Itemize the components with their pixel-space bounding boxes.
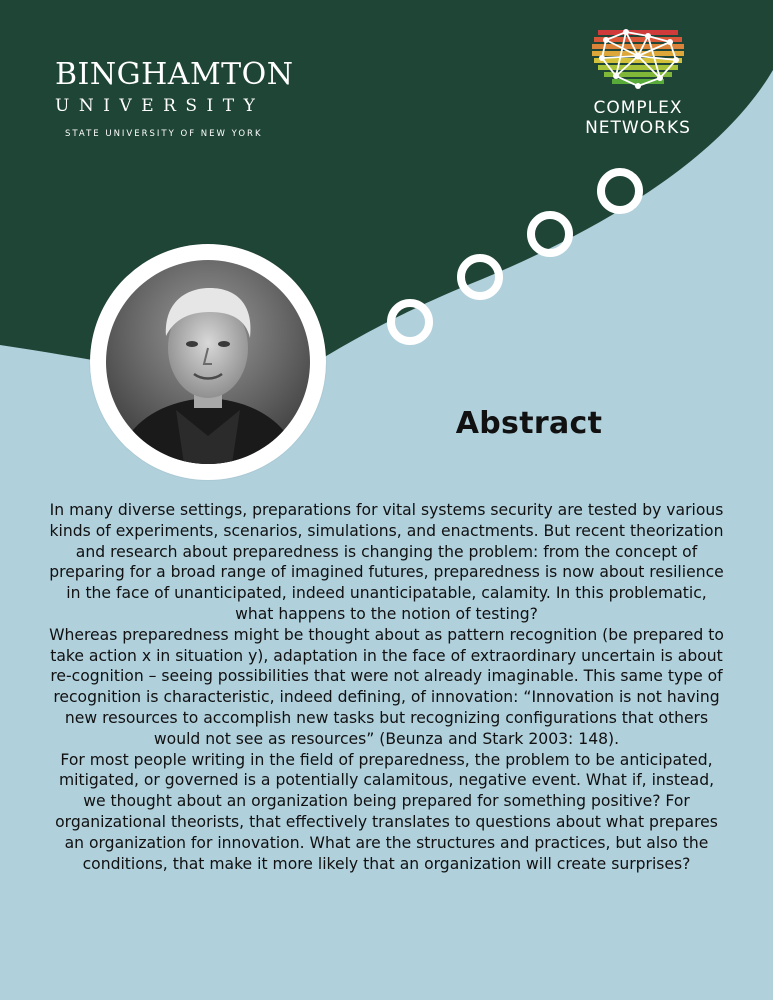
binghamton-logo [55, 57, 295, 139]
abstract-paragraph-1: In many diverse settings, preparations for vital systems security are tested by various kinds of experiments, scenarios, simulations, and enactments. But recent theorization and research about preparedness is changing the problem: from the concept of preparing for a broad range of imagined futures, preparedness is now about resilience in the face of unanticipated, indeed unanticipatable, calamity. In this problematic, what happens to the notion of testing? [49, 501, 724, 623]
partner-line-2: NETWORKS [585, 118, 691, 138]
abstract-paragraph-2: Whereas preparedness might be thought about as pattern recognition (be prepared to take action x in situation y), adaptation in the face of extraordinary uncertain is about re-cognition – seeing possibilities that were not already imaginable. This same type of recognition is characteristic, indeed defining, of innovation: “Innovation is not having new resources to accomplish new tasks but recognizing configurations that others would not see as resources” (Beunza and Stark 2003: 148). [49, 625, 724, 748]
university-tagline: STATE UNIVERSITY OF NEW YORK [65, 129, 263, 139]
partner-line-1: COMPLEX [593, 98, 683, 118]
speaker-portrait [90, 244, 326, 480]
university-subtitle: UNIVERSITY [55, 96, 265, 116]
network-mesh-icon [590, 26, 686, 92]
abstract-heading: Abstract [455, 406, 603, 441]
abstract-paragraph-3: For most people writing in the field of preparedness, the problem to be anticipated, mitigated, or governed is a potentially calamitous, negative event. What if, instead, we thought about an organization being prepared for something positive? For organizational theorists, that effectively translates to questions about what prepares an organization for innovation. What are the structures and practices, but also the conditions, that make it more likely that an organization will create surprises? [55, 750, 718, 873]
abstract-body [46, 500, 727, 874]
complex-networks-logo [583, 26, 693, 138]
speaker-photo [106, 260, 310, 464]
university-name: BINGHAMTON [55, 57, 294, 92]
complex-networks-name [583, 98, 693, 138]
